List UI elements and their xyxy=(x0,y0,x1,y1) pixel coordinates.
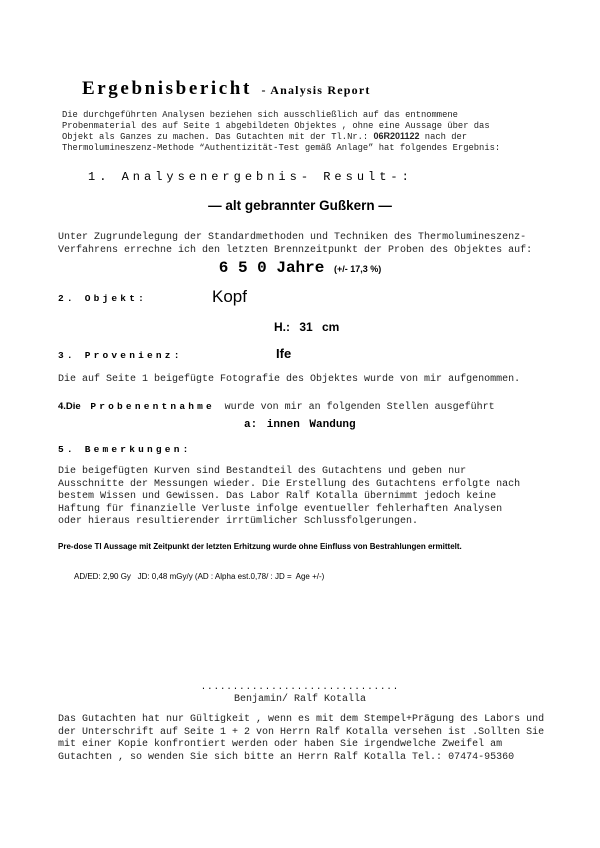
basis-paragraph: Unter Zugrundelegung der Standardmethoden und Techniken des Thermolumineszenz-Verfahrens errechne ich den letzten Brennzeitpunkt der Proben des Objektes auf: xyxy=(58,232,533,256)
age-value: 6 5 0 Jahre xyxy=(218,259,325,277)
photo-note: Die auf Seite 1 beigefügte Fotografie des Objektes wurde von mir aufgenommen. xyxy=(58,374,521,385)
age-result xyxy=(0,259,600,277)
age-tolerance: (+/- 17,3 %) xyxy=(333,264,382,274)
section2-heading: 2. Objekt: xyxy=(58,293,148,304)
section3-heading: 3. Provenienz: xyxy=(58,350,183,361)
provenance-value: Ife xyxy=(276,346,292,361)
object-height: H.: 31 cm xyxy=(274,320,340,334)
result-text: — alt gebrannter Gußkern — xyxy=(208,198,392,213)
signer-name: Benjamin/ Ralf Kotalla xyxy=(233,694,367,705)
section4-word: Probenentnahme xyxy=(90,401,215,412)
intro-text-post: nach der Thermolumineszenz-Methode “Authentizität-Test gemäß Anlage” hat folgendes Ergebnis: xyxy=(62,132,501,153)
intro-paragraph xyxy=(62,110,502,153)
sample-location: a: innen Wandung xyxy=(244,419,356,431)
predose-values: AD/ED: 2,90 Gy JD: 0,48 mGy/y (AD : Alpha est.0,78/ : JD = Age +/-) xyxy=(74,572,325,581)
section4-rest: wurde von mir an folgenden Stellen ausgeführt xyxy=(224,402,495,413)
signature-line: ............................... xyxy=(200,682,400,692)
predose-note: Pre-dose Tl Aussage mit Zeitpunkt der letzten Erhitzung wurde ohne Einfluss von Bestrahlungen ermittelt. xyxy=(58,542,462,551)
section4-heading xyxy=(58,396,495,415)
remarks-paragraph: Die beigefügten Kurven sind Bestandteil des Gutachtens und geben nur Ausschnitte der Messungen wieder. Die Erstellung des Gutachtens erfolgte nach bestem Wissen und Gewissen. Das Labor Ralf Kotalla übernimmt jedoch keine Haftung für finanzielle Verluste infolge eventueller fehlerhaften Analysen oder hieraus resultierender irrtümlicher Schlussfolgerungen. xyxy=(58,466,521,527)
tl-number: 06R201122 xyxy=(373,131,420,141)
section1-heading: 1. Analysenergebnis- Result-: xyxy=(88,170,413,184)
title-sub: - Analysis Report xyxy=(261,83,371,97)
report-title xyxy=(82,78,371,100)
validity-footer: Das Gutachten hat nur Gültigkeit , wenn es mit dem Stempel+Prägung des Labors und der Unterschrift auf Seite 1 + 2 von Herrn Ralf Kotalla versehen ist .Sollten Sie mit einer Kopie konfrontiert werden oder haben Sie irgendwelche Zweifel am Gutachten , so wenden Sie sich bitte an Herrn Ralf Kotalla Tel.: 07474-95360 xyxy=(58,714,545,763)
intro-text-pre: Die durchgeführten Analysen beziehen sich ausschließlich auf das entnommene Probenmaterial des auf Seite 1 abgebildeten Objektes , ohne eine Aussage über das Objekt als Ganzes zu machen. Das Gutachten mit der Tl.Nr.: xyxy=(62,110,490,142)
object-name: Kopf xyxy=(212,287,247,306)
title-main: Ergebnisbericht xyxy=(82,78,252,99)
section4-num: 4.Die xyxy=(58,401,81,412)
section5-heading: 5. Bemerkungen: xyxy=(58,444,192,455)
